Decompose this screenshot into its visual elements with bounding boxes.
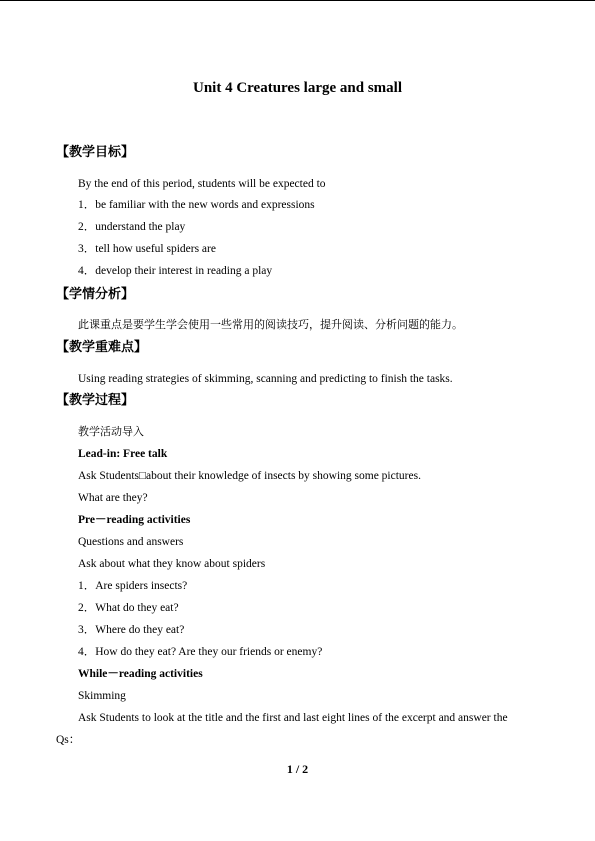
pre-reading-question-4: 4．How do they eat? Are they our friends or enemy? <box>78 646 323 658</box>
while-reading-subtitle: Skimming <box>78 690 126 702</box>
key-points-heading: 【教学重难点】 <box>56 340 148 355</box>
pre-reading-question-2: 2．What do they eat? <box>78 602 179 614</box>
while-reading-title: While－reading activities <box>78 668 203 680</box>
activity-label: 教学活动导入 <box>78 425 144 438</box>
objectives-intro: By the end of this period, students will be expected to <box>78 178 326 190</box>
objectives-heading: 【教学目标】 <box>56 145 135 160</box>
objective-item-1: 1．be familiar with the new words and expressions <box>78 199 315 211</box>
process-heading: 【教学过程】 <box>56 393 135 408</box>
lead-in-title: Lead-in: Free talk <box>78 448 168 460</box>
lead-in-line-1: Ask Students□about their knowledge of insects by showing some pictures. <box>78 470 421 482</box>
analysis-text: 此课重点是要学生学会使用一些常用的阅读技巧，提升阅读、分析问题的能力。 <box>78 318 463 331</box>
key-points-text: Using reading strategies of skimming, scanning and predicting to finish the tasks. <box>78 373 453 385</box>
pre-reading-subtitle: Questions and answers <box>78 536 184 548</box>
while-reading-instruction: Ask Students to look at the title and the first and last eight lines of the excerpt and answer the <box>78 712 508 724</box>
lead-in-line-2: What are they? <box>78 492 148 504</box>
analysis-heading: 【学情分析】 <box>56 287 135 302</box>
while-reading-instruction-end: Qs： <box>56 734 81 746</box>
pre-reading-title: Pre－reading activities <box>78 514 191 526</box>
top-border-rule <box>0 0 595 1</box>
objective-item-4: 4．develop their interest in reading a play <box>78 265 273 277</box>
pre-reading-question-3: 3．Where do they eat? <box>78 624 185 636</box>
document-title: Unit 4 Creatures large and small <box>192 80 403 96</box>
pre-reading-question-1: 1．Are spiders insects? <box>78 580 188 592</box>
objective-item-2: 2．understand the play <box>78 221 186 233</box>
page-number: 1 / 2 <box>286 762 309 776</box>
objective-item-3: 3．tell how useful spiders are <box>78 243 216 255</box>
pre-reading-intro: Ask about what they know about spiders <box>78 558 266 570</box>
